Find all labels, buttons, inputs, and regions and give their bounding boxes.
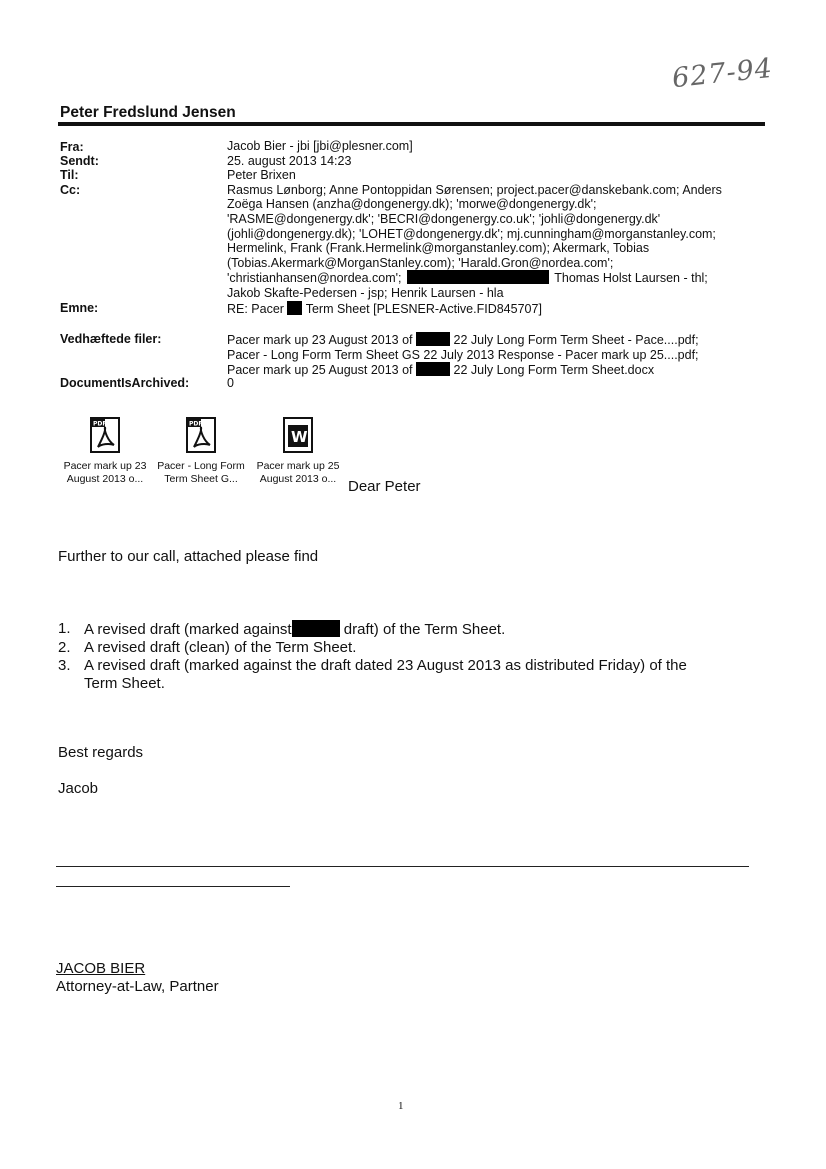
subject-label: Emne: [60, 301, 99, 315]
attachment-summary-list [58, 620, 758, 693]
sender-first-name: Jacob [58, 780, 99, 797]
redaction-block [287, 301, 302, 315]
intro-paragraph: Further to our call, attached please find [58, 548, 319, 565]
from-label: Fra: [60, 140, 84, 154]
attachment-file-line: Pacer mark up 23 August 2013 of 22 July Long Form Term Sheet - Pace....pdf; [227, 333, 699, 347]
signature-title: Attorney-at-Law, Partner [56, 978, 219, 995]
mailbox-owner-name: Peter Fredslund Jensen [60, 104, 236, 121]
attachment-item[interactable]: W Pacer mark up 25 August 2013 o... [248, 417, 348, 486]
cc-label: Cc: [60, 183, 81, 197]
attachment-file-line: Pacer - Long Form Term Sheet GS 22 July 2013 Response - Pacer mark up 25....pdf; [227, 347, 699, 362]
greeting: Dear Peter [348, 478, 421, 495]
to-value: Peter Brixen [227, 168, 296, 183]
cc-line: Rasmus Lønborg; Anne Pontoppidan Sørensen; project.pacer@danskebank.com; Anders [227, 182, 722, 197]
attachment-item[interactable]: PDF Pacer mark up 23 August 2013 o... [55, 417, 155, 486]
attachment-list [227, 332, 699, 378]
cc-line: (Tobias.Akermark@MorganStanley.com); 'Harald.Gron@nordea.com'; [227, 255, 614, 270]
redaction-block [292, 620, 340, 637]
archived-label: DocumentIsArchived: [60, 376, 190, 390]
word-file-icon [283, 417, 313, 453]
page-number: 1 [398, 1100, 404, 1112]
list-item: 2. A revised draft (clean) of the Term Sheet. [58, 639, 357, 656]
svg-text:PDF: PDF [189, 420, 203, 428]
to-label: Til: [60, 168, 79, 182]
pdf-file-icon [90, 417, 120, 453]
subject-value: RE: Pacer Term Sheet [PLESNER-Active.FID845707] [227, 301, 542, 316]
cc-line: (johli@dongenergy.dk); 'LOHET@dongenergy.dk'; mj.cunningham@morganstanley.com; [227, 226, 716, 241]
cc-line: Zoëga Hansen (anzha@dongenergy.dk); 'morwe@dongenergy.dk'; [227, 197, 597, 212]
cc-line: Jakob Skafte-Pedersen - jsp; Henrik Laursen - hla [227, 285, 504, 300]
cc-line: 'RASME@dongenergy.dk'; 'BECRI@dongenergy.co.uk'; 'johli@dongenergy.dk' [227, 211, 661, 226]
signature-divider [56, 866, 749, 867]
closing: Best regards [58, 744, 144, 761]
attachments-label: Vedhæftede filer: [60, 332, 162, 346]
list-item: 1. A revised draft (marked against draft) of the Term Sheet. [58, 620, 506, 638]
header-values [227, 139, 722, 316]
svg-text:PDF: PDF [93, 420, 107, 428]
svg-text:W: W [291, 428, 308, 446]
redaction-block [416, 362, 450, 376]
list-item: 3. A revised draft (marked against the draft dated 23 August 2013 as distributed Friday) of the Term Sheet. [58, 657, 687, 692]
header-divider [58, 122, 765, 126]
archived-value: 0 [227, 376, 234, 390]
signature-name: JACOB BIER [56, 960, 146, 977]
attachment-item[interactable]: PDF Pacer - Long Form Term Sheet G... [151, 417, 251, 486]
signature-divider-short [56, 886, 290, 887]
sent-label: Sendt: [60, 154, 99, 168]
handwritten-document-number: 627-94 [670, 52, 775, 95]
from-value: Jacob Bier - jbi [jbi@plesner.com] [227, 139, 413, 153]
cc-line: 'christianhansen@nordea.com'; Thomas Holst Laursen - thl; [227, 271, 708, 286]
cc-line: Hermelink, Frank (Frank.Hermelink@morganstanley.com); Akermark, Tobias [227, 241, 650, 256]
attachment-file-line: Pacer mark up 25 August 2013 of 22 July Long Form Term Sheet.docx [227, 363, 655, 378]
pdf-file-icon [186, 417, 216, 453]
redaction-block [416, 332, 450, 346]
redaction-block [407, 270, 549, 284]
sent-value: 25. august 2013 14:23 [227, 153, 352, 168]
